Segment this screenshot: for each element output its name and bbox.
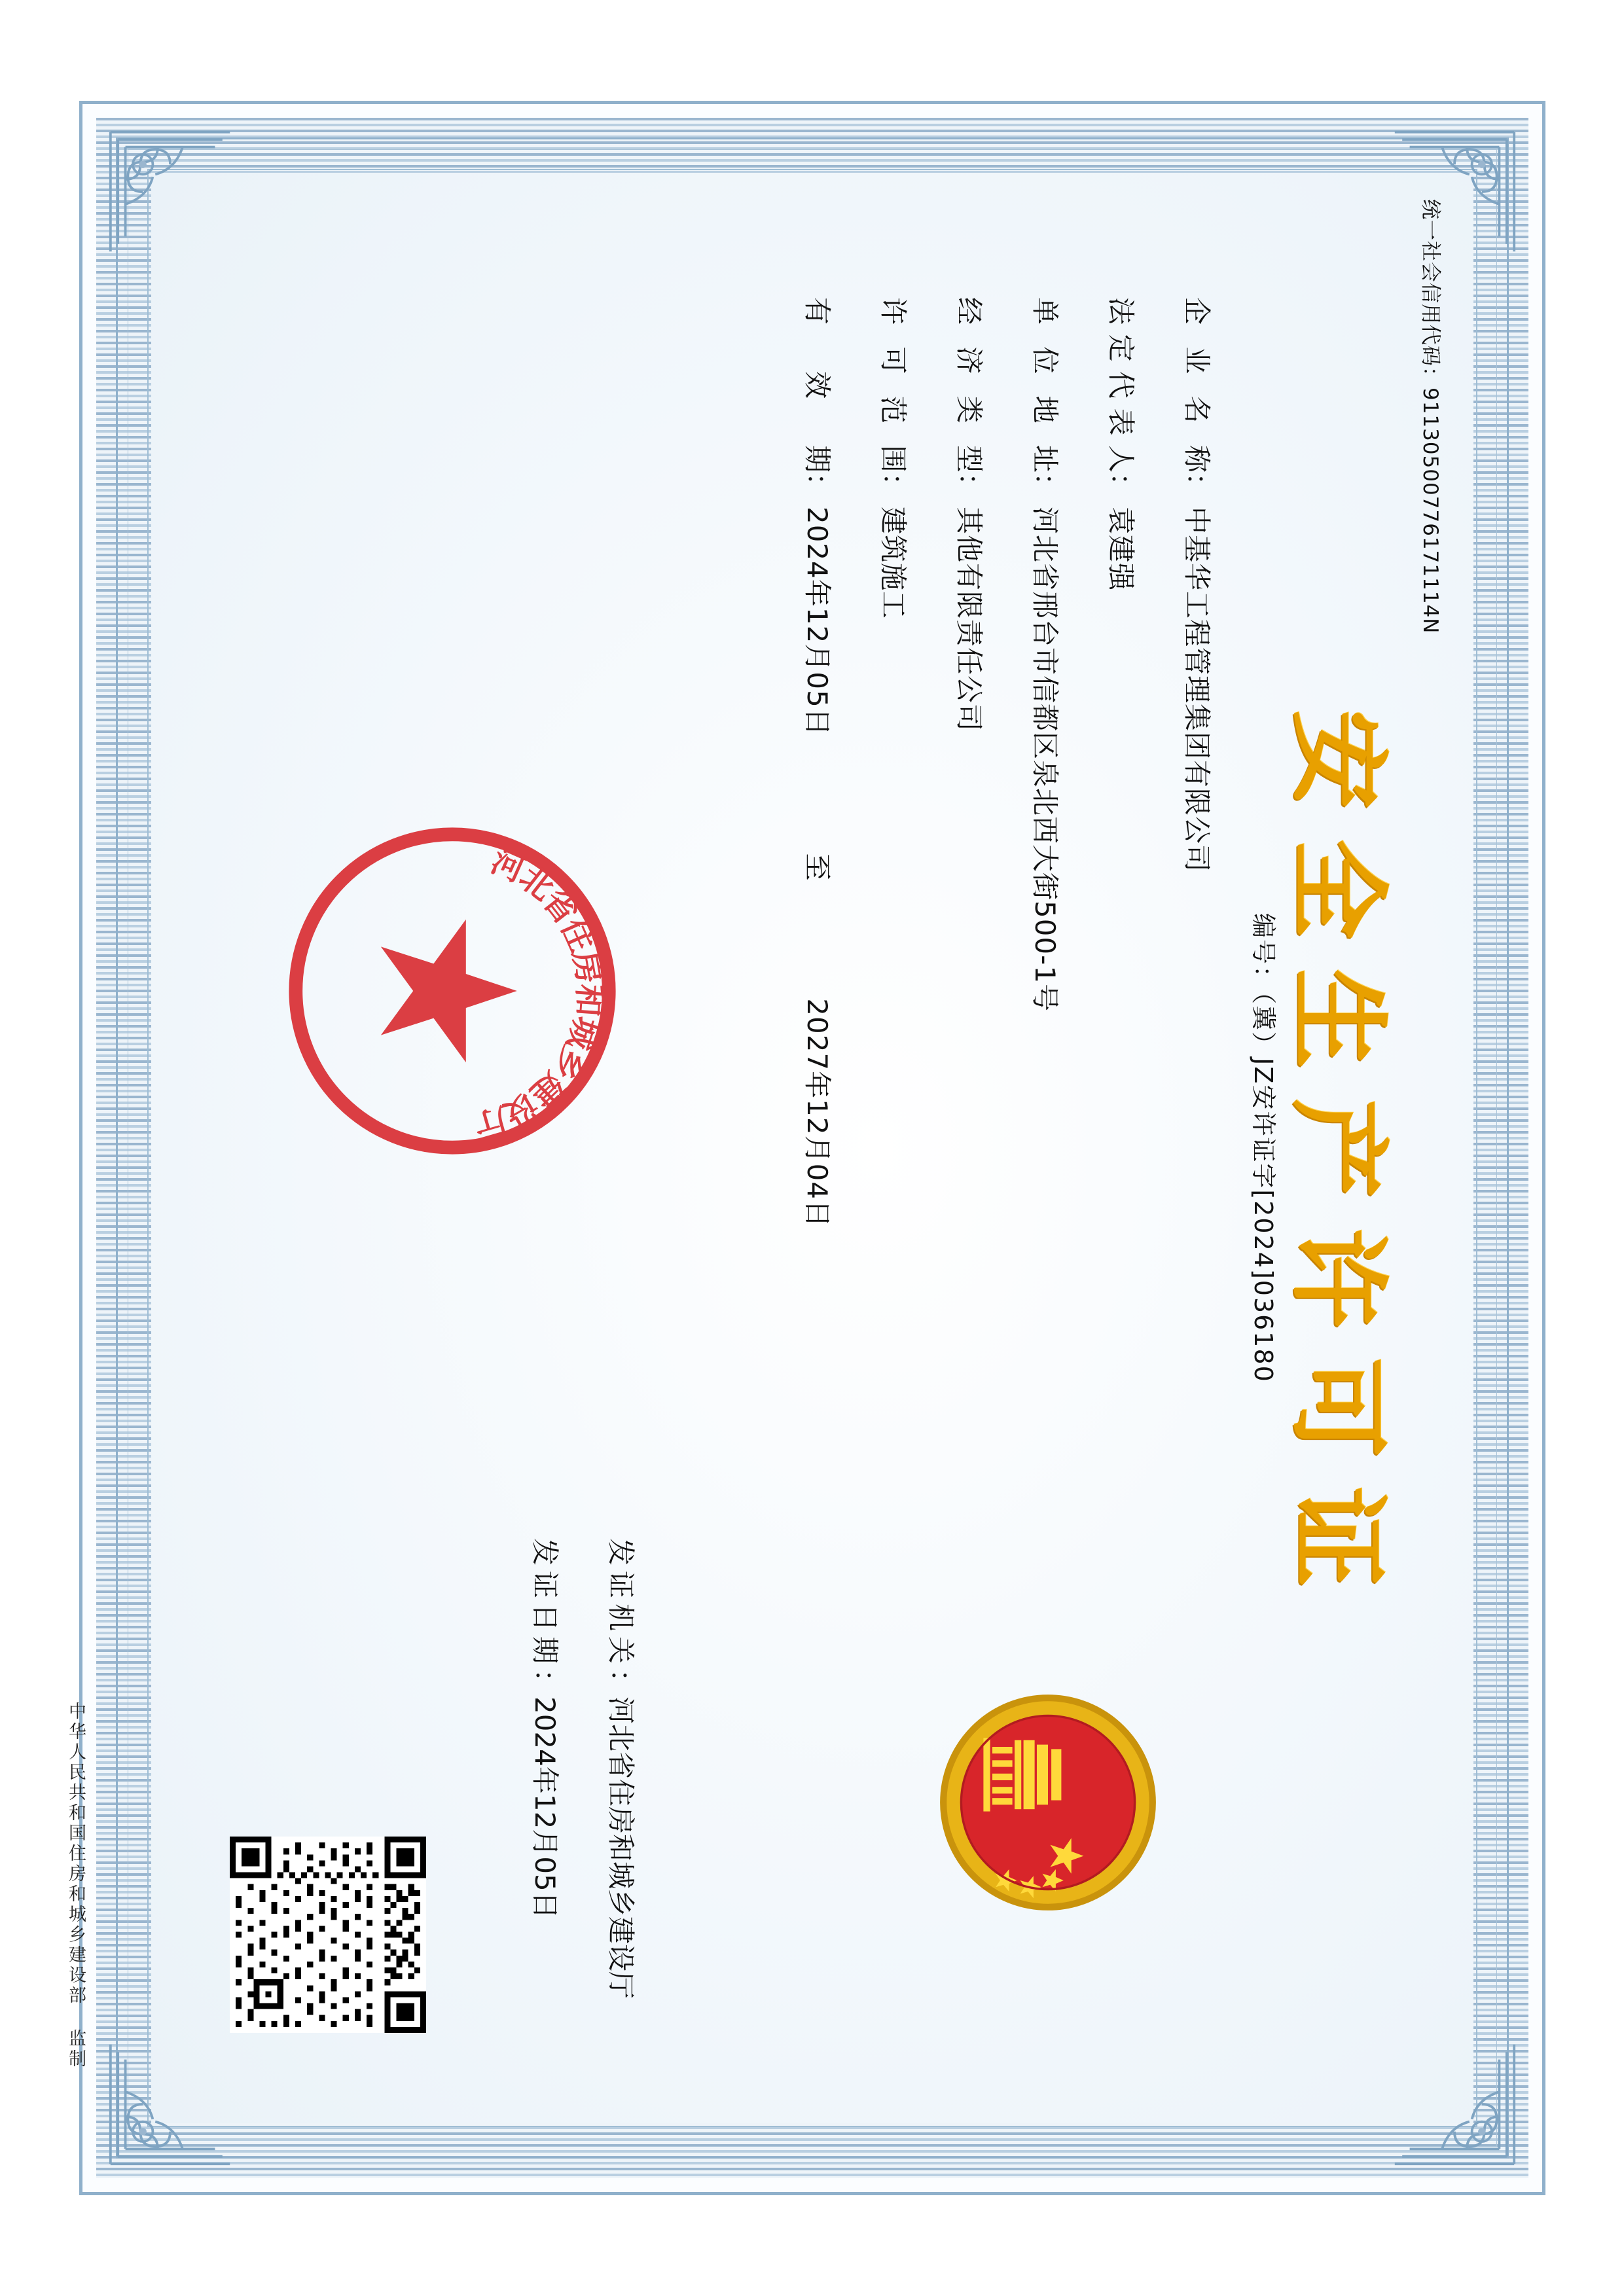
field-enterprise-name-label	[1179, 297, 1218, 473]
unified-social-credit-code	[1418, 199, 1447, 634]
label-char: 许	[876, 297, 909, 325]
field-colon: ：	[1180, 473, 1213, 501]
issue-date-colon: ：	[528, 1668, 561, 1696]
issuing-authority-colon: ：	[604, 1668, 637, 1696]
valid-period-separator: 至	[801, 853, 833, 882]
certificate-fields	[763, 297, 1218, 1789]
label-char: 围	[876, 444, 909, 473]
label-char: 业	[1180, 346, 1213, 374]
field-license-scope-label	[875, 297, 914, 473]
issuing-authority	[603, 1538, 642, 1999]
svg-text:省: 省	[535, 882, 585, 931]
svg-text:北: 北	[512, 857, 561, 908]
issue-date-label: 发证日期	[528, 1537, 561, 1669]
field-legal-representative	[1103, 297, 1142, 1789]
svg-text:和: 和	[568, 982, 609, 1018]
field-enterprise-name	[1179, 297, 1218, 1789]
label-char: 效	[801, 370, 833, 399]
field-colon: ：	[1104, 473, 1137, 501]
certificate-number-value: （冀）JZ安许证字[2024]036180	[1248, 992, 1278, 1383]
label-char: 型	[952, 444, 985, 473]
svg-text:住: 住	[553, 912, 602, 958]
label-char: 有	[801, 297, 833, 325]
label-char: 企	[1180, 297, 1213, 325]
field-valid-period-value	[799, 507, 839, 1789]
issuer-block	[490, 1538, 642, 1999]
svg-text:房: 房	[565, 948, 609, 986]
qr-code	[230, 1837, 426, 2033]
field-license-scope	[875, 297, 914, 1789]
supervision-note: 中华人民共和国住房和城乡建设部 监制	[65, 1702, 86, 2070]
label-char: 人	[1104, 444, 1137, 473]
label-char: 称	[1180, 444, 1213, 473]
label-char: 定	[1104, 334, 1137, 362]
page-title: 安全生产许可证	[1279, 709, 1396, 1617]
field-enterprise-name-value: 中基华工程管理集团有限公司	[1180, 507, 1213, 873]
uscc-label: 统一社会信用代码：	[1418, 199, 1442, 387]
label-char: 表	[1104, 408, 1137, 436]
label-char: 代	[1104, 370, 1137, 399]
field-economic-type	[951, 297, 990, 1789]
field-colon: ：	[952, 473, 985, 501]
label-char: 地	[1028, 395, 1061, 423]
issuing-authority-label: 发证机关	[604, 1537, 637, 1669]
field-economic-type-value: 其他有限责任公司	[952, 507, 985, 732]
valid-period-start: 2024年12月05日	[801, 507, 833, 736]
issuing-authority-value: 河北省住房和城乡建设厅	[604, 1696, 637, 1999]
label-char: 单	[1028, 297, 1061, 325]
svg-text:设: 设	[497, 1085, 545, 1134]
certificate-number-label: 编号：	[1248, 913, 1278, 992]
svg-text:厅: 厅	[469, 1100, 511, 1145]
svg-text:建: 建	[522, 1064, 572, 1115]
certificate-canvas	[79, 101, 1545, 2195]
field-colon: ：	[1028, 473, 1061, 501]
label-char: 位	[1028, 346, 1061, 374]
issue-date-value: 2024年12月05日	[528, 1696, 561, 1919]
field-unit-address-label	[1027, 297, 1066, 473]
label-char: 范	[876, 395, 909, 423]
field-valid-period	[799, 297, 839, 1789]
label-char: 可	[876, 346, 909, 374]
field-colon: ：	[876, 473, 909, 501]
national-emblem-icon	[937, 1691, 1159, 1914]
svg-text:城: 城	[559, 1012, 605, 1055]
label-char: 址	[1028, 444, 1061, 473]
field-legal-representative-label	[1103, 297, 1142, 473]
field-legal-representative-value: 袁建强	[1104, 507, 1137, 592]
svg-text:河: 河	[485, 842, 531, 890]
issue-date	[527, 1538, 566, 1999]
field-license-scope-value: 建筑施工	[876, 507, 909, 620]
field-unit-address-value: 河北省邢台市信都区泉北西大街500-1号	[1028, 507, 1061, 1013]
label-char: 经	[952, 297, 985, 325]
field-colon: ：	[801, 473, 833, 501]
label-char: 名	[1180, 395, 1213, 423]
label-char: 法	[1104, 297, 1137, 325]
field-unit-address	[1027, 297, 1066, 1789]
uscc-value: 91130500776171114N	[1418, 387, 1442, 634]
svg-text:乡: 乡	[543, 1039, 593, 1088]
valid-period-end: 2027年12月04日	[801, 998, 833, 1229]
official-seal	[282, 821, 623, 1161]
certificate-number	[1248, 101, 1284, 2195]
field-economic-type-label	[951, 297, 990, 473]
label-char: 济	[952, 346, 985, 374]
label-char: 期	[801, 444, 833, 473]
label-char: 类	[952, 395, 985, 423]
field-valid-period-label	[799, 297, 839, 473]
certificate-content	[79, 101, 1545, 2195]
